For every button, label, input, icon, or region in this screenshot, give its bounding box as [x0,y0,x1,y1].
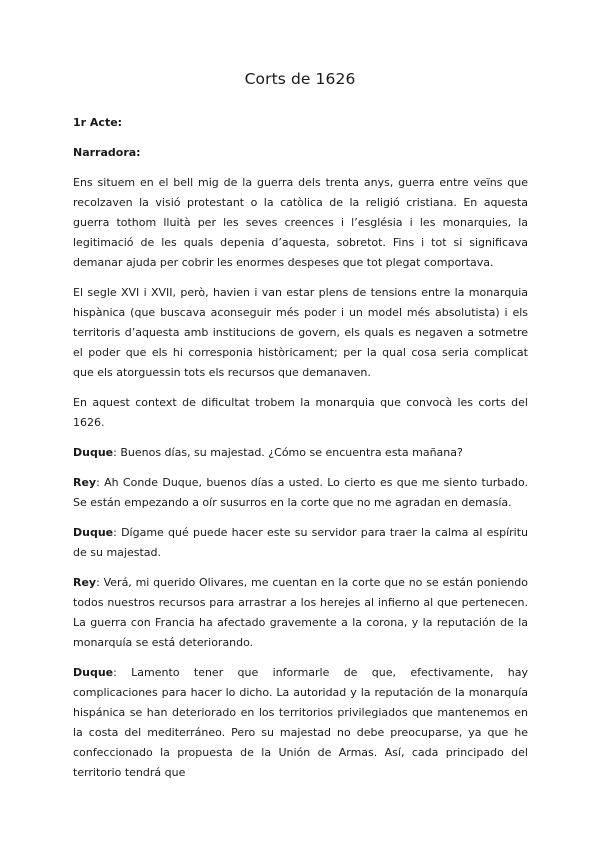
dialogue-line [73,523,528,563]
narrator-heading: Narradora: [73,146,141,159]
narration-paragraph: El segle XVI i XVII, però, havien i van estar plens de tensions entre la monarquia hispànica (que buscava aconseguir més poder i un model més absolutista) i els territoris d’aquesta amb institucions de govern, els quals es negaven a sotmetre el poder que els hi corresponia històricament; per la qual cosa seria complicat que els atorguessin tots els recursos que demanaven. [73,286,528,379]
narration-paragraph: En aquest context de dificultat trobem la monarquia que convocà les corts del 1626. [73,396,528,429]
dialogue-text: : Lamento tener que informarle de que, efectivamente, hay complicaciones para hacer lo dicho. La autoridad y la reputación de la monarquía hispánica se han deteriorado en los territorios privilegiados que mantenemos en la costa del mediterráneo. Pero su majestad no debe preocuparse, ya que he confeccionado la propuesta de la Unión de Armas. Así, cada principado del territorio tendrá que [73,666,528,779]
narration-paragraph: Ens situem en el bell mig de la guerra dels trenta anys, guerra entre veïns que recolzaven la visió protestant o la catòlica de la religió cristiana. En aquesta guerra tothom lluità per les seves creences i l’església i les monarquies, la legitimació de les quals depenia d’aquesta, sobretot. Fins i tot si significava demanar ajuda per cobrir les enormes despeses que tot plegat comportava. [73,176,528,269]
document-body [73,113,528,793]
dialogue-text: : Dígame qué puede hacer este su servidor para traer la calma al espíritu de su majestad. [73,526,528,559]
dialogue-line [73,663,528,783]
speaker-name: Duque [73,666,114,679]
speaker-name: Duque [73,446,114,459]
speaker-name: Duque [73,526,114,539]
speaker-name: Rey [73,476,97,489]
document-title: Corts de 1626 [244,70,356,88]
act-heading: 1r Acte: [73,116,123,129]
dialogue-text: : Ah Conde Duque, buenos días a usted. Lo cierto es que me siento turbado. Se están empezando a oír susurros en la corte que no me agradan en demasía. [73,476,528,509]
dialogue-text: : Verá, mi querido Olivares, me cuentan en la corte que no se están poniendo todos nuestros recursos para arrastrar a los herejes al infierno al que pertenecen. La guerra con Francia ha afectado gravemente a la corona, y la reputación de la monarquía se está deteriorando. [73,576,528,649]
dialogue-line [73,573,528,653]
dialogue-line [73,443,528,463]
dialogue-line [73,473,528,513]
dialogue-text: : Buenos días, su majestad. ¿Cómo se encuentra esta mañana? [113,446,463,459]
speaker-name: Rey [73,576,97,589]
